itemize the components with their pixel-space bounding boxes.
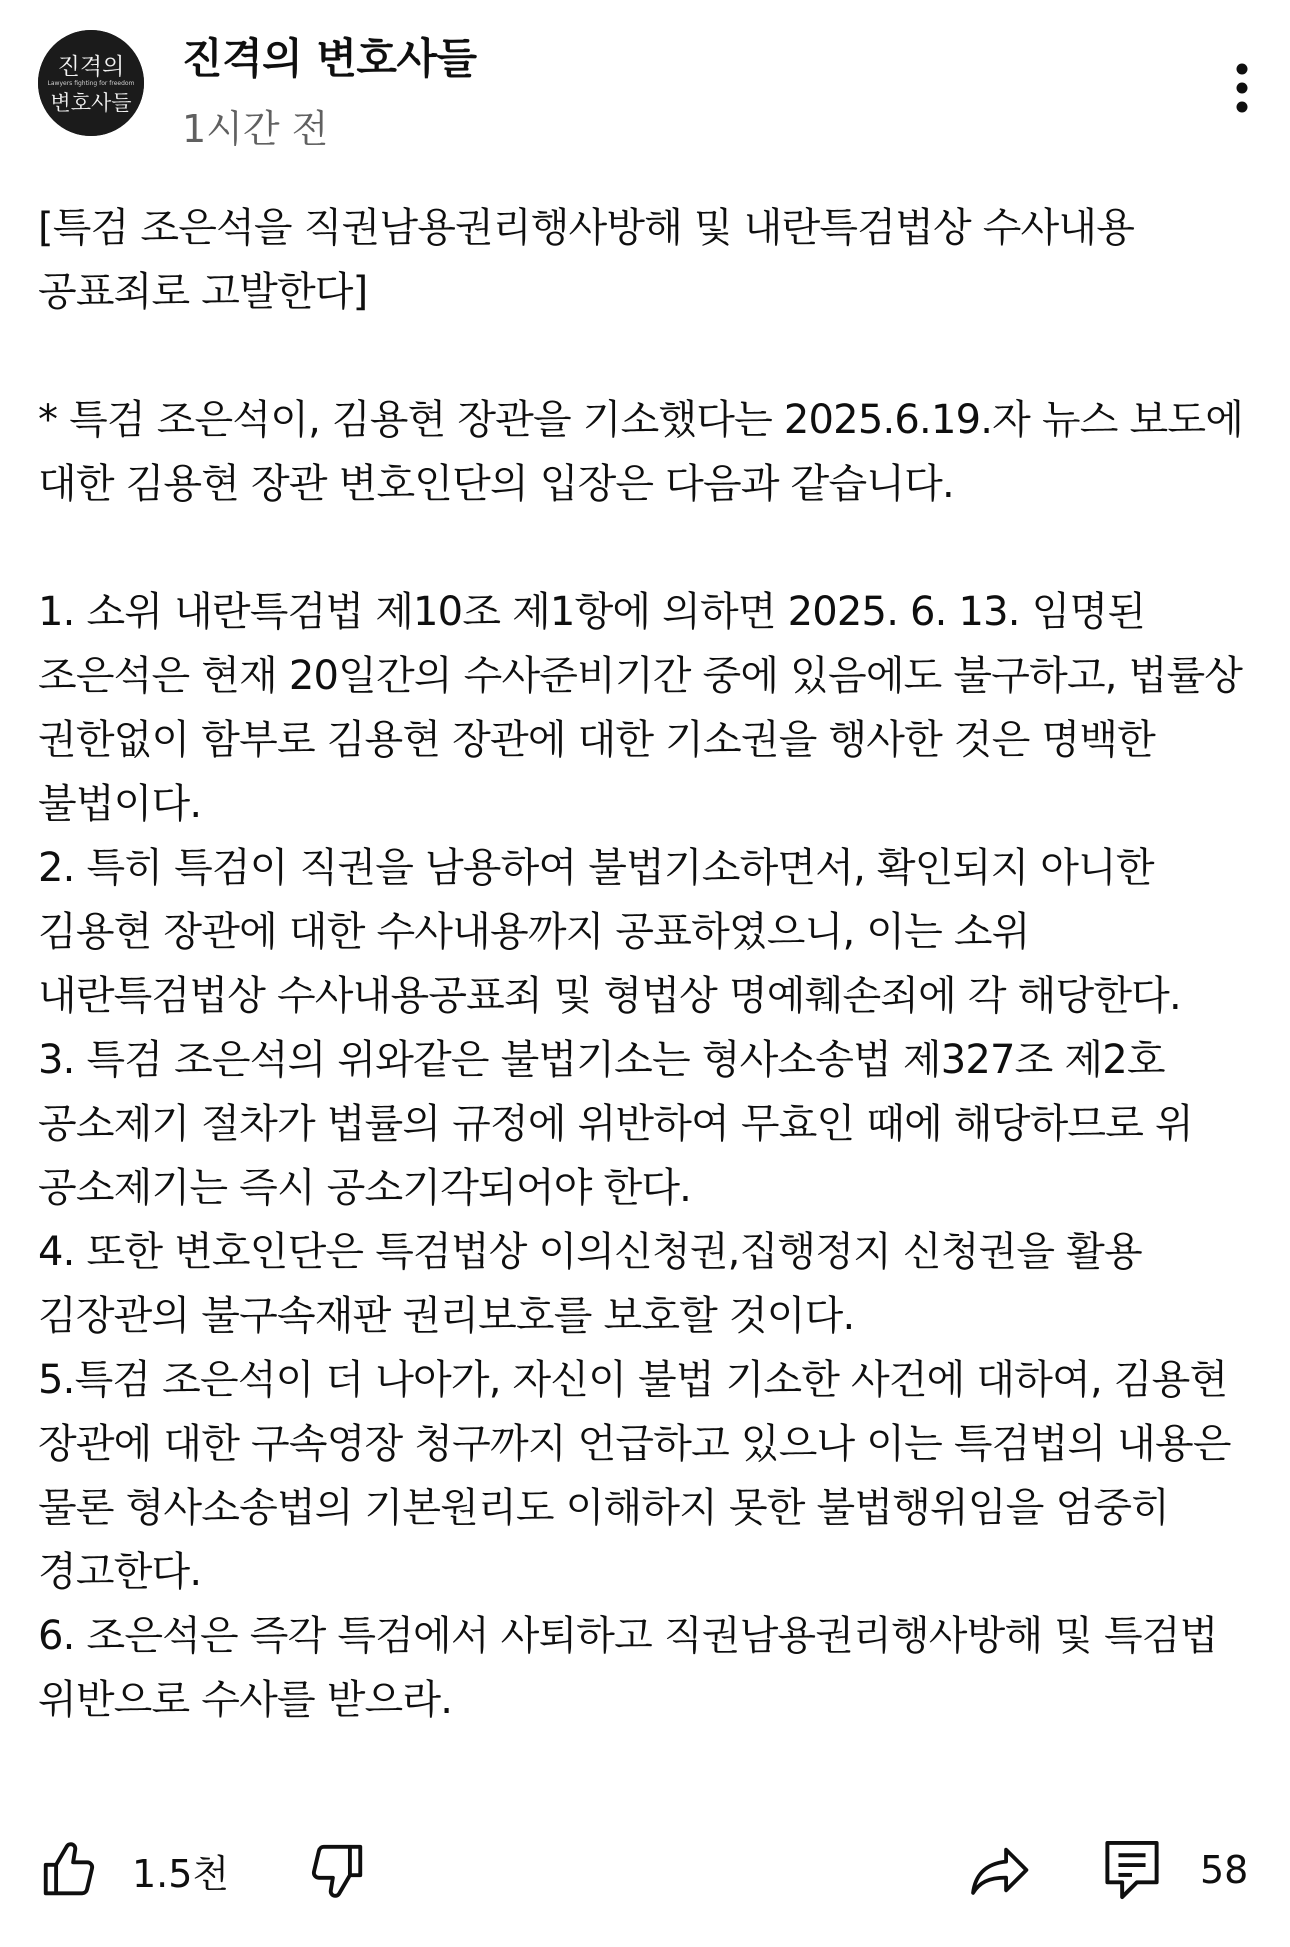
thumbs-up-icon xyxy=(38,1839,100,1901)
avatar-logo xyxy=(38,30,144,136)
thumbs-down-icon xyxy=(306,1839,368,1901)
avatar-text-line2: 변호사들 xyxy=(50,91,132,115)
avatar-text-line1: 진격의 xyxy=(57,54,125,80)
post-header xyxy=(0,0,1290,170)
like-count: 1.5천 xyxy=(132,1851,230,1896)
channel-avatar[interactable] xyxy=(38,30,144,136)
dislike-button[interactable] xyxy=(306,1820,368,1920)
comment-icon xyxy=(1102,1838,1162,1902)
post-body-text: [특검 조은석을 직권남용권리행사방해 및 내란특검법상 수사내용 공표죄로 고발한다] * 특검 조은석이, 김용현 장관을 기소했다는 2025.6.19.자 뉴스 보도에 대한 김용현 장관 변호인단의 입장은 다음과 같습니다. 1. 소위 내란특검법 제10조 제1항에 의하면 2025. 6. 13. 임명된 조은석은 현재 20일간의 수사준비기간 중에 있음에도 불구하고, 법률상 권한없이 함부로 김용현 장관에 대한 기소권을 행사한 것은 명백한 불법이다. 2. 특히 특검이 직권을 남용하여 불법기소하면서, 확인되지 아니한 김용현 장관에 대한 수사내용까지 공표하였으니, 이는 소위 내란특검법상 수사내용공표죄 및 형법상 명예훼손죄에 각 해당한다. 3. 특검 조은석의 위와같은 불법기소는 형사소송법 제327조 제2호 공소제기 절차가 법률의 규정에 위반하여 무효인 때에 해당하므로 위 공소제기는 즉시 공소기각되어야 한다. 4. 또한 변호인단은 특검법상 이의신청권,집행정지 신청권을 활용 김장관의 불구속재판 권리보호를 보호할 것이다. 5.특검 조은석이 더 나아가, 자신이 불법 기소한 사건에 대하여, 김용현 장관에 대한 구속영장 청구까지 언급하고 있으나 이는 특검법의 내용은 물론 형사소송법의 기본원리도 이해하지 못한 불법행위임을 엄중히 경고한다. 6. 조은석은 즉각 특검에서 사퇴하고 직권남용권리행사방해 및 특검법 위반으로 수사를 받으라. xyxy=(38,205,1244,1723)
more-vertical-icon xyxy=(1234,62,1250,114)
share-button[interactable] xyxy=(968,1820,1034,1920)
post-action-bar xyxy=(0,1820,1290,1920)
channel-name[interactable]: 진격의 변호사들 xyxy=(182,34,477,83)
avatar-subtext: Lawyers fighting for freedom xyxy=(47,80,135,87)
post-time: 1시간 전 xyxy=(182,107,329,151)
share-icon xyxy=(968,1839,1034,1901)
like-button[interactable] xyxy=(38,1820,229,1920)
more-options-button[interactable] xyxy=(1212,58,1272,118)
comment-count: 58 xyxy=(1200,1848,1249,1892)
comment-button[interactable] xyxy=(1102,1820,1248,1920)
